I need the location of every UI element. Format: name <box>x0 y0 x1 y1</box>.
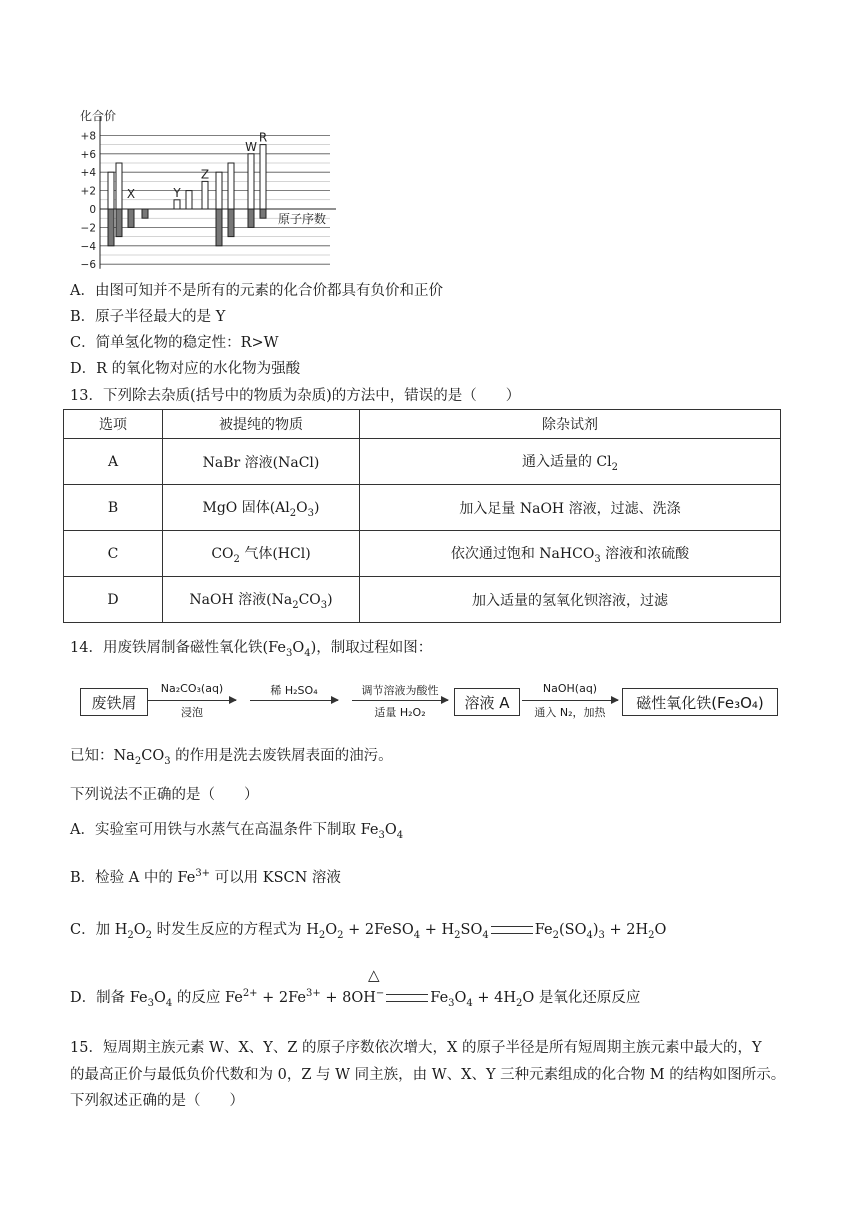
row-substance: NaOH 溶液$(Na_2CO_3)$ <box>163 577 360 623</box>
flow-arrow-2 <box>250 700 338 701</box>
negative-valence-bar <box>142 209 148 218</box>
negative-valence-bar <box>260 209 266 218</box>
element-label: W <box>245 139 257 154</box>
q14-option-d: D．制备 $Fe_3O_4$ 的反应 $Fe^{2+} + 2Fe^{3+} + 8OH^-$ $Fe_3O_4 + 4H_2O$ 是氧化还原反应 <box>70 988 641 1009</box>
valence-chart <box>68 104 338 274</box>
row-option: C <box>64 531 163 577</box>
element-label: X <box>126 186 136 201</box>
q13-table <box>63 409 781 623</box>
equals-sign <box>386 994 428 1002</box>
q15-line-1: 15．短周期主族元素 W、X、Y、Z 的原子序数依次增大，X 的原子半径是所有短周期主族元素中最大的，Y <box>70 1040 762 1056</box>
positive-valence-bar <box>108 172 114 209</box>
element-label: Y <box>173 185 181 200</box>
flow-arrow-1-top: Na₂CO₃(aq) <box>160 682 224 695</box>
y-tick-label: +2 <box>80 185 96 198</box>
row-reagent: 依次通过饱和 NaHCO$_3$ 溶液和浓硫酸 <box>360 531 781 577</box>
element-label: Z <box>200 167 210 182</box>
negative-valence-bar <box>228 209 234 237</box>
row-substance: NaBr 溶液(NaCl) <box>163 439 360 485</box>
table-row <box>64 439 781 485</box>
positive-valence-bar <box>174 200 180 209</box>
row-reagent: 加入适量的氢氧化钡溶液，过滤 <box>360 577 781 623</box>
q12-option-c: C．简单氢化物的稳定性：R>W <box>70 335 279 351</box>
y-tick-label: +8 <box>80 130 96 143</box>
row-option: B <box>64 485 163 531</box>
q15-line-3: 下列叙述正确的是（ ） <box>70 1093 244 1109</box>
q13-stem: 13．下列除去杂质(括号中的物质为杂质)的方法中，错误的是（ ） <box>70 388 521 404</box>
q14-option-a: A．实验室可用铁与水蒸气在高温条件下制取 $Fe_3O_4$ <box>70 822 404 841</box>
flow-arrow-2-top: 稀 H₂SO₄ <box>270 684 318 697</box>
positive-valence-bar <box>248 154 254 209</box>
row-option: A <box>64 439 163 485</box>
table-row <box>64 531 781 577</box>
y-tick-label: −6 <box>80 259 96 272</box>
x-axis-label: 原子序数 <box>278 212 327 226</box>
flow-arrow-3-top: 调节溶液为酸性 <box>361 684 439 697</box>
table-row <box>64 485 781 531</box>
flow-arrow-1-bottom: 浸泡 <box>181 706 203 719</box>
y-tick-label: −4 <box>80 240 96 253</box>
y-tick-label: +4 <box>80 167 96 180</box>
row-substance: MgO 固体$(Al_2O_3)$ <box>163 485 360 531</box>
flow-box-solution-a: 溶液 A <box>454 688 520 716</box>
flow-arrow-4-bottom: 通入 N₂，加热 <box>534 706 606 719</box>
element-label: R <box>258 130 268 145</box>
header-substance: 被提纯的物质 <box>163 410 360 439</box>
q14-stem: 14．用废铁屑制备磁性氧化铁$(Fe_3O_4)$，制取过程如图： <box>70 640 433 659</box>
positive-valence-bar <box>216 172 222 209</box>
y-tick-label: −2 <box>80 222 96 235</box>
positive-valence-bar <box>186 191 192 209</box>
table-row <box>64 577 781 623</box>
flow-arrow-4-top: NaOH(aq) <box>542 682 598 695</box>
q14-known: 已知：$Na_2CO_3$ 的作用是洗去废铁屑表面的油污。 <box>70 748 393 767</box>
positive-valence-bar <box>260 145 266 209</box>
q14-ask: 下列说法不正确的是（ ） <box>70 787 259 803</box>
negative-valence-bar <box>248 209 254 227</box>
q12-option-a: A．由图可知并不是所有的元素的化合价都具有负价和正价 <box>70 283 443 299</box>
negative-valence-bar <box>116 209 122 237</box>
process-flow-diagram <box>80 678 780 724</box>
negative-valence-bar <box>108 209 114 246</box>
negative-valence-bar <box>216 209 222 246</box>
flow-arrow-4 <box>522 700 618 701</box>
y-tick-label: +6 <box>80 148 96 161</box>
row-reagent: 通入适量的 $Cl_2$ <box>360 439 781 485</box>
equals-sign <box>491 926 533 934</box>
flow-box-magnetic-iron-oxide: 磁性氧化铁(Fe₃O₄) <box>622 688 778 716</box>
row-substance: $CO_2$ 气体(HCl) <box>163 531 360 577</box>
header-option: 选项 <box>64 410 163 439</box>
header-reagent: 除杂试剂 <box>360 410 781 439</box>
flow-box-scrap-iron: 废铁屑 <box>80 688 148 716</box>
positive-valence-bar <box>116 163 122 209</box>
q12-option-b: B．原子半径最大的是 Y <box>70 309 226 325</box>
flow-arrow-3 <box>352 700 448 701</box>
q15-line-2: 的最高正价与最低负价代数和为 0，Z 与 W 同主族，由 W、X、Y 三种元素组成的化合物 M 的结构如图所示。 <box>70 1067 786 1083</box>
row-reagent: 加入足量 NaOH 溶液，过滤、洗涤 <box>360 485 781 531</box>
q14-option-c: C．加 $H_2O_2$ 时发生反应的方程式为 $H_2O_2$ + 2FeSO$_4$ + $H_2SO_4$ $Fe_2(SO_4)_3 + 2H_2O$ <box>70 922 667 941</box>
row-option: D <box>64 577 163 623</box>
q14-option-b: B．检验 A 中的 $Fe^{3+}$ 可以用 KSCN 溶液 <box>70 868 341 886</box>
y-axis-label: 化合价 <box>80 109 117 123</box>
table-header-row <box>64 410 781 439</box>
heat-symbol: △ <box>368 966 380 984</box>
positive-valence-bar <box>228 163 234 209</box>
negative-valence-bar <box>128 209 134 227</box>
flow-arrow-3-bottom: 适量 H₂O₂ <box>374 706 426 719</box>
flow-arrow-1 <box>148 700 236 701</box>
positive-valence-bar <box>202 181 208 209</box>
y-tick-label: 0 <box>89 204 96 216</box>
q12-option-d: D．R 的氧化物对应的水化物为强酸 <box>70 361 301 377</box>
